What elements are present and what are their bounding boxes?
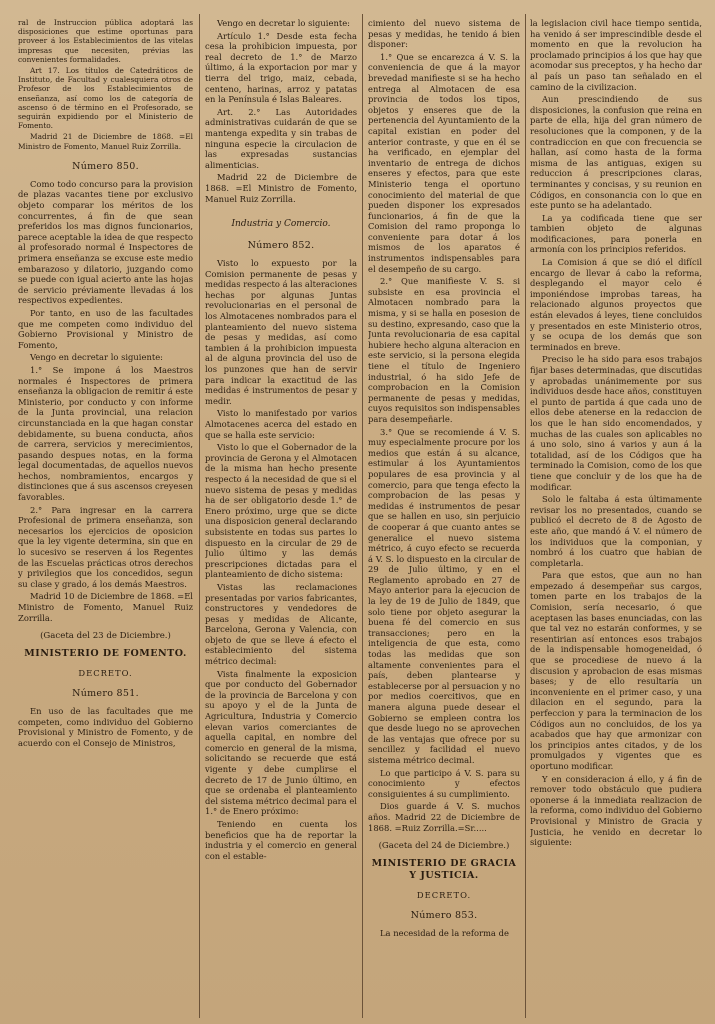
decree-number: Número 853. [410, 910, 478, 922]
paragraph: la legislacion civil hace tiempo sentida, ha venido á ser imprescindible desde el momento en que la revolucion ha proclamado principios á los que hay que acomodar sus preceptos, y ha hecho dar al país un paso tan señalado en el camino de la civilizacion. [530, 18, 702, 92]
section-heading: Industria y Comercio. [231, 219, 331, 230]
signoff: Madrid 21 de Diciembre de 1868. =El Ministro de Fomento, Manuel Ruiz Zorrilla. [18, 132, 193, 151]
paragraph: La ya codificada tiene que ser tambien objeto de algunas modificaciones, para ponerla en armonía con los principios referidos. [530, 212, 702, 255]
decree-number: Número 852. [247, 240, 315, 252]
paragraph: 1.° Que se encarezca á V. S. la conveniencia de que á la mayor brevedad manifieste si se ha hecho entrega al Almotacen de esa provincia de todos los tipos, objetos y enseres que de la pertenencia del Ayuntamiento de la capital existian en poder del anterior contraste, y que en él se ha verificado, en ejemplar del inventario de entrega de dichos enseres y efectos, para que este Ministerio tenga el oportuno conocimiento del material de que pueden disponer los expresados funcionarios, á fin de que la Comision del ramo proponga lo conveniente para dotar á los mismos de los aparatos é instrumentos indispensables para el desempeño de su cargo. [368, 51, 520, 274]
decree-number: Número 851. [72, 688, 139, 700]
decree-label: DECRETO. [78, 668, 133, 679]
column-2 [205, 18, 357, 1014]
paragraph: Artículo 1.° Desde esta fecha cesa la prohibicion impuesta, por real decreto de 1.° de Marzo último, á la exportacion por mar y tierra del trigo, maiz, cebada, centeno, harinas, arroz y patatas en la Península é Islas Baleares. [205, 30, 357, 105]
paragraph: Teniendo en cuenta los beneficios que ha de reportar la industria y el comercio en general con el estable- [205, 818, 357, 861]
column-divider [362, 14, 363, 1018]
paragraph: Visto lo manifestado por varios Almotacenes acerca del estado en que se halla este servicio: [205, 408, 357, 440]
paragraph: La necesidad de la reforma de [380, 928, 509, 939]
ministry-heading: MINISTERIO DE GRACIA Y JUSTICIA. [371, 858, 517, 882]
paragraph: 3.° Que se recomiende á V. S. muy especialmente procure por los medios que están á su alcance, estimular á los Ayuntamientos populares de esa provincia y al comercio, para que tenga efecto la comprobacion de las pesas y medidas é instrumentos de pesar que se hallen en uso, sin perjuicio de cooperar á que cuanto antes se generalice el nuevo sistema métrico, á cuyo efecto se recuerda á V. S. lo dispuesto en la circular de 29 de Julio último, y en el Reglamento aprobado en 27 de Mayo anterior para la ejecucion de la ley de 19 de Julio de 1849, que solo tiene por objeto asegurar la buena fé del comercio en sus transacciones; pero en la inteligencia de que esta, como todas las medidas que son altamente convenientes para el país, deben plantearse y establecerse por al persuacion y no por medios coercitivos, que en manera alguna puede desear el Gobierno se empleen contra los que desde luego no se aprovechen de las ventajas que ofrece por su sencillez y facilidad el nuevo sistema métrico decimal. [368, 426, 520, 765]
paragraph: 2.° Para ingresar en la carrera Profesional de primera enseñanza, son necesarios los ejercicios de oposicion que la ley vigente determina, sin que en lo sucesivo se reserven á los Regentes de las Escuelas prácticas otros derechos y privilegios que los concedidos, segun su clase y grado, á los demás Maestros. [18, 504, 193, 589]
gaceta-date: (Gaceta del 23 de Diciembre.) [40, 631, 171, 642]
signoff: Madrid 10 de Diciembre de 1868. =El Ministro de Fomento, Manuel Ruiz Zorrilla. [18, 591, 193, 623]
paragraph: 2.° Que manifieste V. S. si subsiste en esa provincia el Almotacen nombrado para la misma, y si se halla en posesion de su destino, expresando, caso que la Junta revolucionaria de esa capital hubiere hecho alguna alteracion en este servicio, si la persona elegida tiene el título de Ingeniero industrial, ó ha sido Jefe de comprobacion en la Comision permanente de pesas y medidas, cuyos requisitos son indispensables para desempeñarle. [368, 276, 520, 424]
paragraph: Visto lo expuesto por la Comision permanente de pesas y medidas respecto á las alteraciones hechas por algunas Juntas revolucionarias en el personal de los Almotacenes nombrados para el planteamiento del nuevo sistema de pesas y medidas, así como tambien á la prohibicion impuesta al de alguna provincia del uso de los punzones que han de servir para indicar la exactitud de las medidas é instrumentos de pesar y medir. [205, 258, 357, 406]
signoff: Dios guarde á V. S. muchos años. Madrid 22 de Diciembre de 1868. =Ruiz Zorrilla.=Sr..... [368, 801, 520, 833]
paragraph: Art 17. Los títulos de Catedráticos de Instituto, de Facultad y cualesquiera otros de Profesor de los Establecimientos de enseñanza, así como los de categoría de ascenso ó de término en el Profesorado, se seguirán expidiendo por el Ministerio de Fomento. [18, 66, 193, 131]
paragraph: Art. 2.° Las Autoridades administrativas cuidarán de que se mantenga expedita y sin trabas de ninguna especie la circulacion de las expresadas sustancias alimenticias. [205, 106, 357, 170]
paragraph: cimiento del nuevo sistema de pesas y medidas, he tenido á bien disponer: [368, 18, 520, 50]
decree-label: DECRETO. [416, 890, 472, 901]
paragraph: Aun prescindiendo de sus disposiciones, la confusion que reina en parte de ella, hija del gran número de resoluciones que la componen, y de la contradiccion en que con frecuencia se hallan, así como hasta de la forma misma de las antiguas, exigen su reduccion á prescripciones claras, terminantes y concisas, y su reunion en Códigos, en consonancia con lo que en este punto se ha adelantado. [530, 94, 702, 211]
paragraph: 1.° Se impone á los Maestros normales é Inspectores de primera enseñanza la obligacion de remitir á este Ministerio, por conducto y con informe de la Junta provincial, una relacion circunstanciada en la que hagan constar debidamente, su buena conducta, años de carrera, servicios y merecimientos, pasando despues notas, en la forma legal documentadas, de aquellos nuevos hechos, nombramientos, encargos y distinciones que á sus ascensos creyesen favorables. [18, 364, 193, 503]
ministry-heading: MINISTERIO DE FOMENTO. [24, 648, 187, 660]
gaceta-date: (Gaceta del 24 de Diciembre.) [378, 841, 510, 852]
paragraph: Como todo concurso para la provision de plazas vacantes tiene por exclusivo objeto comparar los méritos de los concurrentes, á fin de que sean preferidos los mas dignos funcionarios, parece aceptable la idea de que respecto al profesorado normal é Inspectores de primera enseñanza se excuse este medio embarazoso y dilatorio, juzgando como se puede con igual acierto ante las hojas de servicio préviamente llevadas á los respectivos expedientes. [18, 178, 193, 306]
paragraph: Lo que participo á V. S. para su conocimiento y efectos consiguientes á su cumplimiento. [368, 767, 520, 799]
paragraph: Para que estos, que aun no han empezado á desempeñar sus cargos, tomen parte en los trabajos de la Comision, sería necesario, ó que aceptasen las bases enunciadas, con las que tal vez no estarán conformes, y se resentirian así entonces esos trabajos de la indispensable homogeneidad, ó que se procediese de nuevo á la discusion y aprobacion de esas mismas bases; y de ello resultaría un inconveniente en el primer caso, y una dilacion en el segundo, para la perfeccion y para la terminacion de los Códigos aun no concluidos, de los ya acabados que hay que armonizar con los principios antes citados, y de los promulgados y vigentes que es oportuno modificar. [530, 570, 702, 771]
column-4 [530, 18, 702, 1014]
paragraph: Preciso le ha sido para esos trabajos fijar bases determinadas, que discutidas y aprobadas unánimemente por sus individuos desde hace años, constituyen el punto de partida á que cada uno de ellos debe atenerse en la redaccion de los que le han sido encomendados, y muchas de las cuales son aplicables no á uno solo, sino á varios y aun á la totalidad, así de los Códigos que ha terminado la Comision, como de los que tiene que concluir y de los que ha de modificar. [530, 354, 702, 492]
paragraph: Vengo en decretar lo siguiente: [217, 18, 350, 28]
column-3 [368, 18, 520, 1014]
paragraph: En uso de las facultades que me competen, como individuo del Gobierno Provisional y Ministro de Fomento, y de acuerdo con el Consejo de Ministros, [18, 706, 193, 748]
decree-number: Número 850. [72, 160, 139, 172]
paragraph: La Comision á que se dió el difícil encargo de llevar á cabo la reforma, desplegando el mayor celo é imponiéndose improbas tareas, ha relacionado algunos proyectos que están elevados á leyes, tiene concluidos y presentados en este Ministerio otros, y se ocupa de los demás que son terminados en breve. [530, 257, 702, 352]
paragraph: Vista finalmente la exposicion que por conducto del Gobernador de la provincia de Barcelona y con su apoyo y el de la Junta de Agricultura, Industria y Comercio elevan varios comerciantes de aquella capital, en nombre del comercio en general de la misma, solicitando se recuerde que está vigente y debe cumplirse el decreto de 17 de Junio último, en que se ordenaba el planteamiento del sistema métrico decimal para el 1.° de Enero próximo: [205, 668, 357, 817]
paragraph: Y en consideracion á ello, y á fin de remover todo obstáculo que pudiera oponerse á la inmediata realizacion de la reforma, como individuo del Gobierno Provisional y Ministro de Gracia y Justicia, he venido en decretar lo siguiente: [530, 773, 702, 848]
signoff: Madrid 22 de Diciembre de 1868. =El Ministro de Fomento, Manuel Ruiz Zorrilla. [205, 172, 357, 204]
paragraph: Visto lo que el Gobernador de la provincia de Gerona y el Almotacen de la misma han hecho presente respecto á la necesidad de que si el nuevo sistema de pesas y medidas ha de ser obligatorio desde 1.° de Enero próximo, urge que se dicte una disposicion general declarando subsistente en todas sus partes lo dispuesto en la circular de 29 de Julio último y las demás prescripciones dictadas para el planteamiento de dicho sistema: [205, 442, 357, 580]
column-divider [525, 14, 526, 1018]
paragraph: Vistas las reclamaciones presentadas por varios fabricantes, constructores y vendedores de pesas y medidas de Alicante, Barcelona, Gerona y Valencia, con objeto de que se lleve á efecto el establecimiento del sistema métrico decimal: [205, 581, 357, 667]
paragraph: Vengo en decretar lo siguiente: [30, 352, 163, 363]
column-divider [199, 14, 200, 1018]
paragraph: Por tanto, en uso de las facultades que me competen como individuo del Gobierno Provisional y Ministro de Fomento, [18, 307, 193, 350]
paragraph: Solo le faltaba á esta últimamente revisar los no presentados, cuando se publicó el decreto de 8 de Agosto de este año, que mandó á V. el número de los individuos que la componian, y nombró á los cuatro que habian de completarla. [530, 494, 702, 568]
paragraph: ral de Instruccion pública adoptará las disposiciones que estime oportunas para proveer á los Establecimientos de las vitelas impresas que necesiten, prévias las convenientes formalidades. [18, 18, 193, 64]
column-1 [18, 18, 193, 1014]
